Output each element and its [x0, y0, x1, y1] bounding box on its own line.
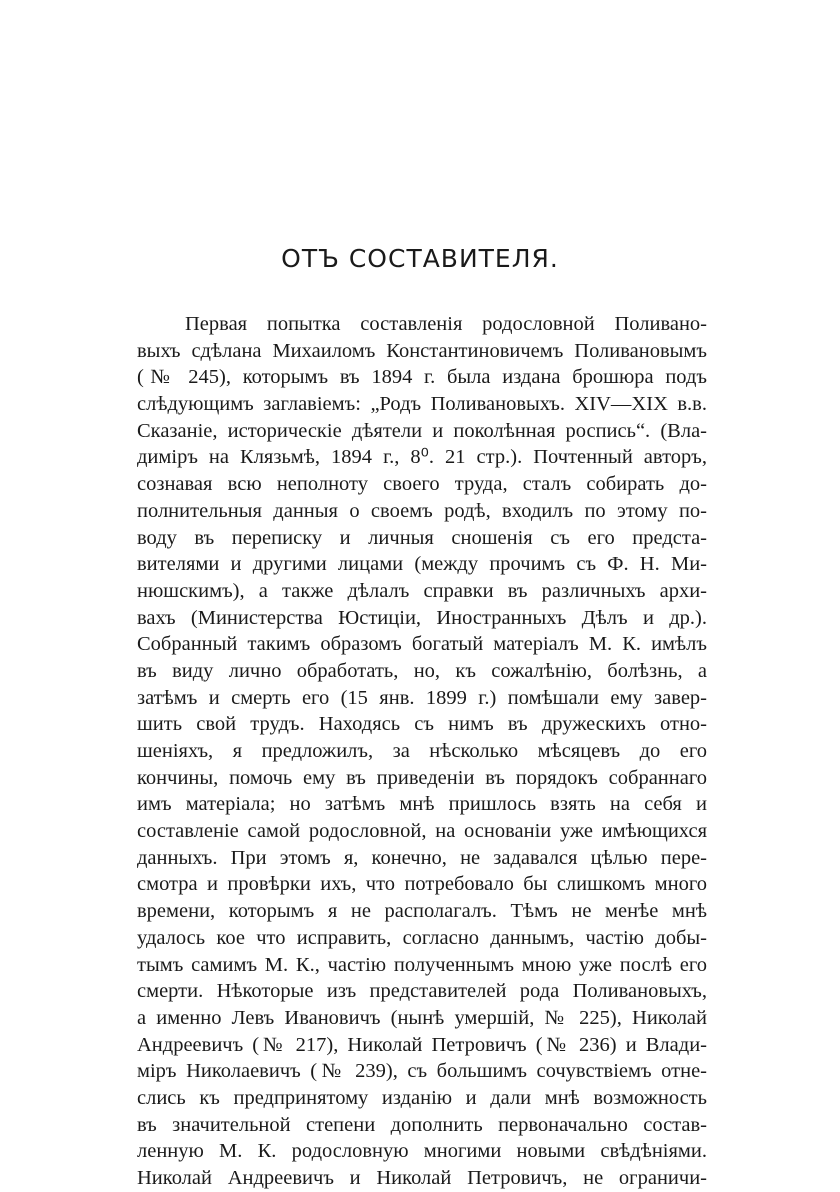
- text-line: міръ Николаевичъ (№ 239), съ большимъ сочувствіемъ отне-: [137, 1060, 707, 1083]
- text-line: Сказаніе, историческіе дѣятели и поколѣнная роспись“. (Вла-: [137, 419, 707, 442]
- text-line: кончины, помочь ему въ приведеніи въ порядокъ собраннаго: [137, 766, 707, 789]
- text-line: въ значительной степени дополнить первоначально состав-: [137, 1113, 707, 1136]
- text-line: а именно Левъ Ивановичъ (нынѣ умершій, № 225), Николай: [137, 1006, 707, 1029]
- text-line: Первая попытка составленія родословной Поливано-: [185, 313, 707, 335]
- page-title: ОТЪ СОСТАВИТЕЛЯ.: [281, 244, 559, 273]
- text-line: воду въ переписку и личныя сношенія съ его предста-: [137, 526, 707, 549]
- text-line: шить свой трудъ. Находясь съ нимъ въ дружескихъ отно-: [137, 713, 707, 736]
- body-text: [137, 311, 707, 1192]
- text-line: смотра и провѣрки ихъ, что потребовало бы слишкомъ много: [137, 873, 707, 896]
- text-line: Николай Андреевичъ и Николай Петровичъ, не ограничи-: [137, 1167, 707, 1189]
- text-line: шеніяхъ, я предложилъ, за нѣсколько мѣсяцевъ до его: [137, 740, 707, 762]
- text-line: Андреевичъ (№ 217), Николай Петровичъ (№ 236) и Влади-: [137, 1033, 707, 1056]
- text-line: ленную М. К. родословную многими новыми свѣдѣніями.: [137, 1140, 707, 1163]
- text-line: данныхъ. При этомъ я, конечно, не задавался цѣлью пере-: [137, 846, 707, 869]
- text-line: нюшскимъ), а также дѣлалъ справки въ различныхъ архи-: [137, 579, 707, 602]
- text-line: слѣдующимъ заглавіемъ: „Родъ Поливановыхъ. XIV—XIX в.в.: [137, 393, 707, 416]
- text-line: Собранный такимъ образомъ богатый матеріалъ М. К. имѣлъ: [137, 633, 707, 656]
- text-line: времени, которымъ я не располагалъ. Тѣмъ не менѣе мнѣ: [137, 900, 707, 923]
- text-line: имъ матеріала; но затѣмъ мнѣ пришлось взять на себя и: [137, 793, 707, 816]
- text-line: диміръ на Клязьмѣ, 1894 г., 8⁰. 21 стр.). Почтенный авторъ,: [137, 446, 707, 469]
- text-line: сознавая всю неполноту своего труда, сталъ собирать до-: [137, 473, 707, 496]
- text-line: затѣмъ и смерть его (15 янв. 1899 г.) помѣшали ему завер-: [137, 686, 707, 709]
- text-line: составленіе самой родословной, на основаніи уже имѣющихся: [137, 820, 707, 843]
- text-line: (№ 245), которымъ въ 1894 г. была издана брошюра подъ: [137, 366, 707, 389]
- text-line: вахъ (Министерства Юстиціи, Иностранныхъ Дѣлъ и др.).: [137, 606, 707, 629]
- text-line: смерти. Нѣкоторые изъ представителей рода Поливановыхъ,: [137, 980, 707, 1003]
- text-line: вителями и другими лицами (между прочимъ съ Ф. Н. Ми-: [137, 553, 707, 576]
- text-line: полнительныя данныя о своемъ родѣ, входилъ по этому по-: [137, 499, 707, 522]
- text-line: въ виду лично обработать, но, къ сожалѣнію, болѣзнь, а: [137, 659, 707, 682]
- text-line: удалось кое что исправить, согласно даннымъ, частію добы-: [137, 926, 707, 949]
- text-line: тымъ самимъ М. К., частію полученнымъ мною уже послѣ его: [137, 953, 707, 976]
- text-line: выхъ сдѣлана Михаиломъ Константиновичемъ Поливановымъ: [137, 339, 707, 362]
- text-line: слись къ предпринятому изданію и дали мнѣ возможность: [137, 1086, 707, 1109]
